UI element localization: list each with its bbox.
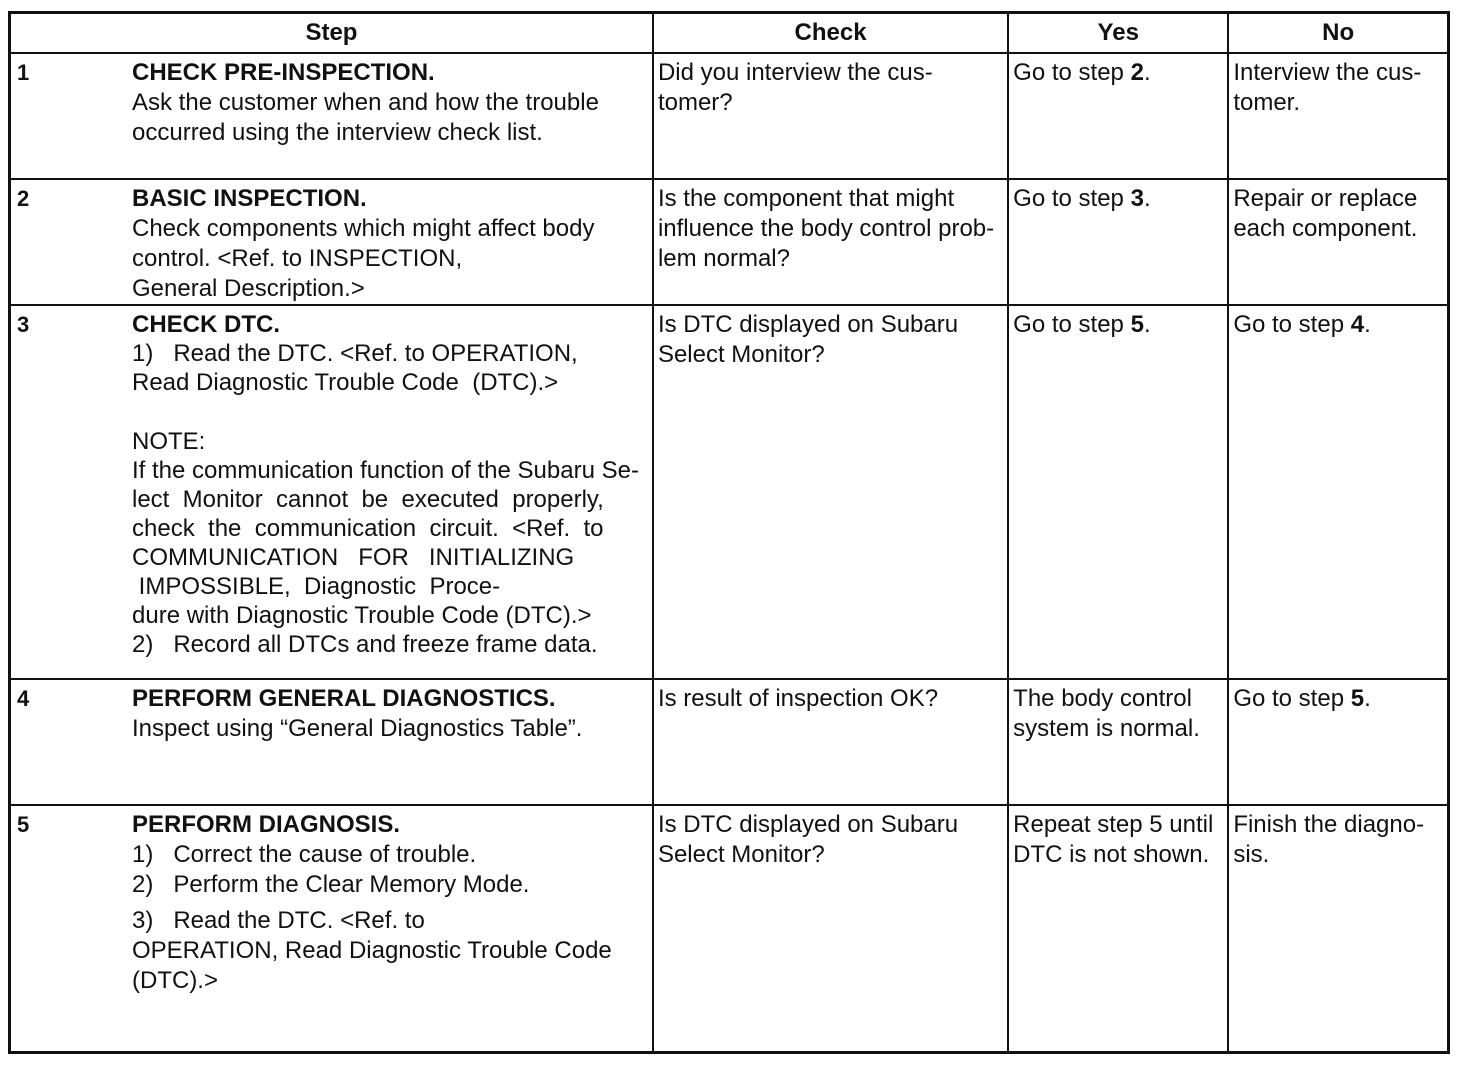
step-cell xyxy=(10,805,653,1053)
no-text: Go to step xyxy=(1233,685,1351,712)
no-text: Go to step xyxy=(1233,311,1351,338)
no-text-line: Interview the cus- xyxy=(1233,59,1422,86)
check-text-line: Is the component that might xyxy=(657,185,955,212)
step-cell xyxy=(10,305,653,679)
table-row xyxy=(10,305,1449,679)
yes-cell xyxy=(1008,805,1228,1053)
note-text-line: IMPOSSIBLE, Diagnostic Proce- xyxy=(132,573,501,600)
no-text-line: Finish the diagno- xyxy=(1233,811,1425,838)
no-text-line: sis. xyxy=(1233,841,1270,868)
note-text-line: check the communication circuit. <Ref. to xyxy=(132,515,604,542)
yes-step-ref: 2 xyxy=(1130,59,1144,86)
note-text-line: If the communication function of the Subaru Se- xyxy=(132,457,639,484)
step-title: BASIC INSPECTION. xyxy=(132,185,367,212)
no-suffix: . xyxy=(1364,311,1371,338)
yes-step-ref: 5 xyxy=(1130,311,1144,338)
yes-suffix: . xyxy=(1143,185,1151,212)
yes-suffix: . xyxy=(1143,311,1151,338)
diagnostic-table-sheet xyxy=(8,11,1450,1054)
no-suffix: . xyxy=(1364,685,1371,712)
note-text-line: lect Monitor cannot be executed properly, xyxy=(132,486,604,513)
yes-text: Go to step xyxy=(1013,311,1131,338)
no-text-line: tomer. xyxy=(1233,89,1301,116)
check-text-line: Is DTC displayed on Subaru xyxy=(657,811,959,838)
table-header-row xyxy=(10,13,1449,54)
check-cell xyxy=(653,305,1008,679)
header-no: No xyxy=(1228,13,1448,54)
step-title: PERFORM DIAGNOSIS. xyxy=(132,811,401,838)
yes-text: Go to step xyxy=(1013,185,1131,212)
step-cell xyxy=(10,179,653,305)
no-cell xyxy=(1228,305,1448,679)
step-text-line: Read Diagnostic Trouble Code (DTC).> xyxy=(132,369,559,396)
step-text-line: 2) Record all DTCs and freeze frame data. xyxy=(132,631,598,658)
table-row xyxy=(10,53,1449,179)
yes-text: Go to step xyxy=(1013,59,1131,86)
no-step-ref: 4 xyxy=(1350,311,1365,338)
note-text-line: dure with Diagnostic Trouble Code (DTC).> xyxy=(132,602,592,629)
yes-text-line: Repeat step 5 until xyxy=(1013,811,1214,838)
no-cell xyxy=(1228,53,1448,179)
check-cell xyxy=(653,679,1008,805)
table-row xyxy=(10,805,1449,1053)
diagnostic-procedure-table xyxy=(8,11,1450,1054)
step-title: CHECK DTC. xyxy=(132,311,280,338)
step-text-line: 1) Correct the cause of trouble. xyxy=(132,841,477,868)
check-cell xyxy=(653,53,1008,179)
yes-cell xyxy=(1008,179,1228,305)
yes-cell xyxy=(1008,53,1228,179)
step-text-line: OPERATION, Read Diagnostic Trouble Code xyxy=(132,937,612,964)
step-text-line: occurred using the interview check list. xyxy=(132,119,543,146)
step-text-line: 2) Perform the Clear Memory Mode. xyxy=(132,871,530,898)
check-text-line: Is DTC displayed on Subaru xyxy=(657,311,959,338)
no-step-ref: 5 xyxy=(1350,685,1365,712)
step-number: 5 xyxy=(17,812,30,837)
table-row xyxy=(10,179,1449,305)
step-cell xyxy=(10,53,653,179)
yes-step-ref: 3 xyxy=(1130,185,1144,212)
table-row xyxy=(10,679,1449,805)
step-text-line: 3) Read the DTC. <Ref. to xyxy=(132,907,425,934)
no-text-line: each component. xyxy=(1233,215,1418,242)
yes-suffix: . xyxy=(1143,59,1151,86)
step-text-line: control. <Ref. to INSPECTION, xyxy=(132,245,463,272)
step-text-line: 1) Read the DTC. <Ref. to OPERATION, xyxy=(132,340,578,367)
check-text-line: tomer? xyxy=(657,89,733,116)
step-title: CHECK PRE-INSPECTION. xyxy=(132,59,435,86)
step-number: 1 xyxy=(17,60,30,85)
check-text-line: Select Monitor? xyxy=(657,341,825,368)
check-text-line: Select Monitor? xyxy=(657,841,825,868)
yes-text-line: DTC is not shown. xyxy=(1013,841,1210,868)
step-cell xyxy=(10,679,653,805)
check-text-line: Did you interview the cus- xyxy=(657,59,933,86)
no-cell xyxy=(1228,179,1448,305)
yes-text-line: system is normal. xyxy=(1013,715,1200,742)
header-yes: Yes xyxy=(1008,13,1228,54)
step-title: PERFORM GENERAL DIAGNOSTICS. xyxy=(132,685,556,712)
yes-cell xyxy=(1008,305,1228,679)
step-text-line: (DTC).> xyxy=(132,967,218,994)
header-step: Step xyxy=(10,13,653,54)
check-text-line: influence the body control prob- xyxy=(657,215,995,242)
check-cell xyxy=(653,805,1008,1053)
step-text-line: General Description.> xyxy=(132,275,365,302)
check-cell xyxy=(653,179,1008,305)
step-number: 3 xyxy=(17,312,30,337)
yes-cell xyxy=(1008,679,1228,805)
step-text-line: Ask the customer when and how the trouble xyxy=(132,89,599,116)
no-text-line: Repair or replace xyxy=(1233,185,1418,212)
step-number: 2 xyxy=(17,186,30,211)
no-cell xyxy=(1228,679,1448,805)
step-text-line: Inspect using “General Diagnostics Table”. xyxy=(132,715,583,742)
yes-text-line: The body control xyxy=(1013,685,1192,712)
note-text-line: COMMUNICATION FOR INITIALIZING xyxy=(132,544,575,571)
note-label: NOTE: xyxy=(132,428,206,455)
header-check: Check xyxy=(653,13,1008,54)
no-cell xyxy=(1228,805,1448,1053)
step-number: 4 xyxy=(17,686,30,711)
step-text-line: Check components which might affect body xyxy=(132,215,595,242)
check-text-line: Is result of inspection OK? xyxy=(657,685,939,712)
check-text-line: lem normal? xyxy=(657,245,790,272)
